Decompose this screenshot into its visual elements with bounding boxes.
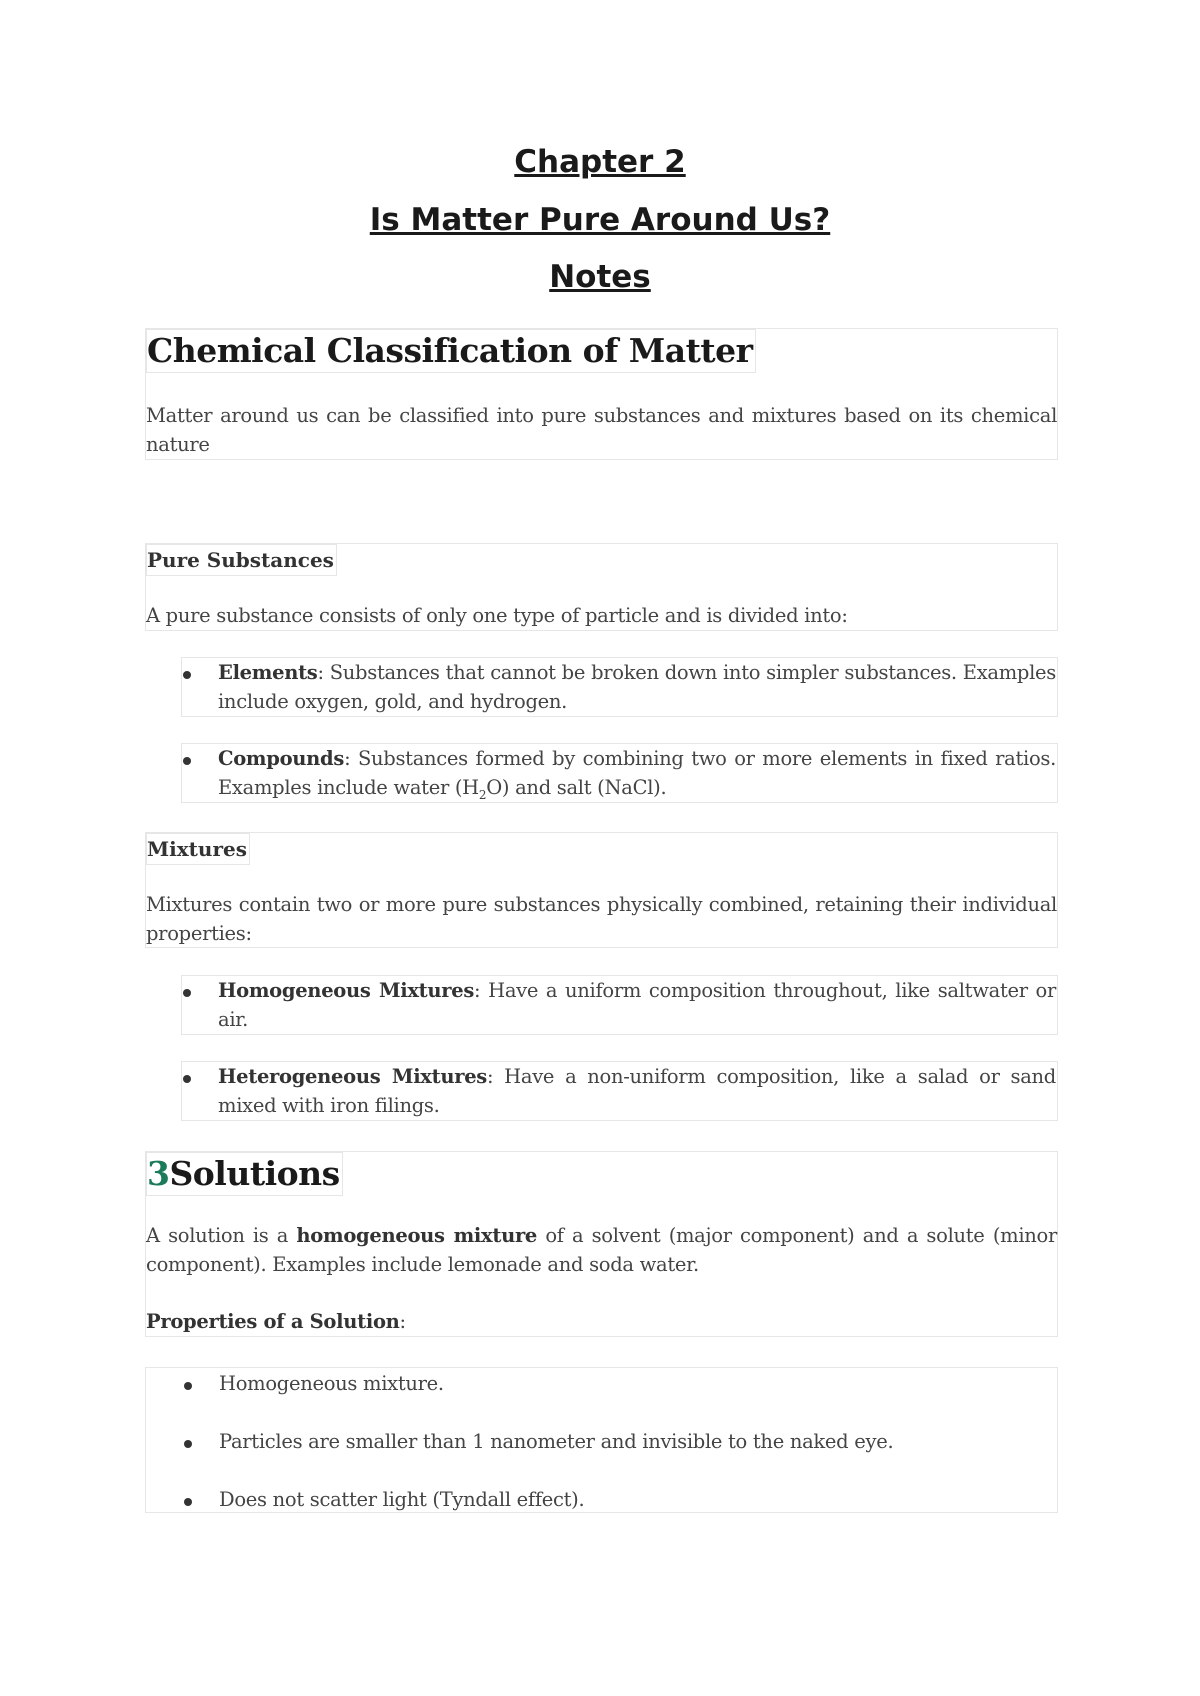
heterogeneous-item [218,1062,1056,1120]
properties-heading-text: Properties of a Solution [146,1310,400,1333]
solutions-title: Solutions [169,1154,340,1193]
bullet-icon [184,1440,192,1448]
properties-heading [146,1307,1057,1336]
solutions-intro-bold: homogeneous mixture [296,1224,538,1247]
heterogeneous-text: : Have a non-uniform composition, like a salad or sand mixed with iron filings. [218,1065,1056,1117]
solutions-section [145,1151,1058,1337]
classification-intro: Matter around us can be classified into pure substances and mixtures based on its chemical nature [146,404,1057,456]
heterogeneous-term: Heterogeneous Mixtures [218,1065,487,1088]
pure-substances-section [145,543,1058,631]
bullet-icon [184,1498,192,1506]
solutions-intro-after: of a solvent (major component) and a solute (minor component). Examples include lemonade and soda water. [146,1224,1057,1276]
properties-heading-colon: : [399,1310,406,1333]
mixtures-list [145,975,1058,1123]
property-item: Particles are smaller than 1 nanometer and invisible to the naked eye. [219,1430,894,1453]
pure-substances-intro: A pure substance consists of only one type of particle and is divided into: [146,604,848,627]
bullet-icon [184,1382,192,1390]
pure-substances-list [145,657,1058,803]
compounds-subscript: 2 [478,787,487,802]
solutions-number: 3 [147,1154,170,1193]
solutions-intro [146,1221,1057,1279]
properties-list [145,1367,1058,1513]
elements-text: : Substances that cannot be broken down into simpler substances. Examples include oxygen, gold, and hydrogen. [218,661,1056,713]
classification-section [145,328,1058,460]
mixtures-heading: Mixtures [146,833,250,865]
mixtures-intro: Mixtures contain two or more pure substances physically combined, retaining their individual properties: [146,893,1057,945]
solutions-heading [146,1152,343,1196]
homogeneous-item [218,976,1056,1034]
elements-term: Elements [218,661,318,684]
homogeneous-term: Homogeneous Mixtures [218,979,475,1002]
page-title: Is Matter Pure Around Us? [369,202,831,238]
chapter-label: Chapter 2 [514,144,686,180]
pure-substances-heading: Pure Substances [146,544,337,576]
property-item: Does not scatter light (Tyndall effect). [219,1488,585,1511]
compounds-item [218,744,1056,802]
classification-heading: Chemical Classification of Matter [146,329,756,373]
elements-item [218,658,1056,716]
compounds-text-before: : Substances formed by combining two or more elements in fixed ratios. Examples include water (H [218,747,1056,799]
solutions-intro-before: A solution is a [146,1224,297,1247]
compounds-term: Compounds [218,747,345,770]
property-item: Homogeneous mixture. [219,1372,444,1395]
mixtures-section [145,832,1058,948]
compounds-text-after: O) and salt (NaCl). [486,776,667,799]
notes-label: Notes [549,259,651,295]
homogeneous-text: : Have a uniform composition throughout, like saltwater or air. [218,979,1057,1031]
